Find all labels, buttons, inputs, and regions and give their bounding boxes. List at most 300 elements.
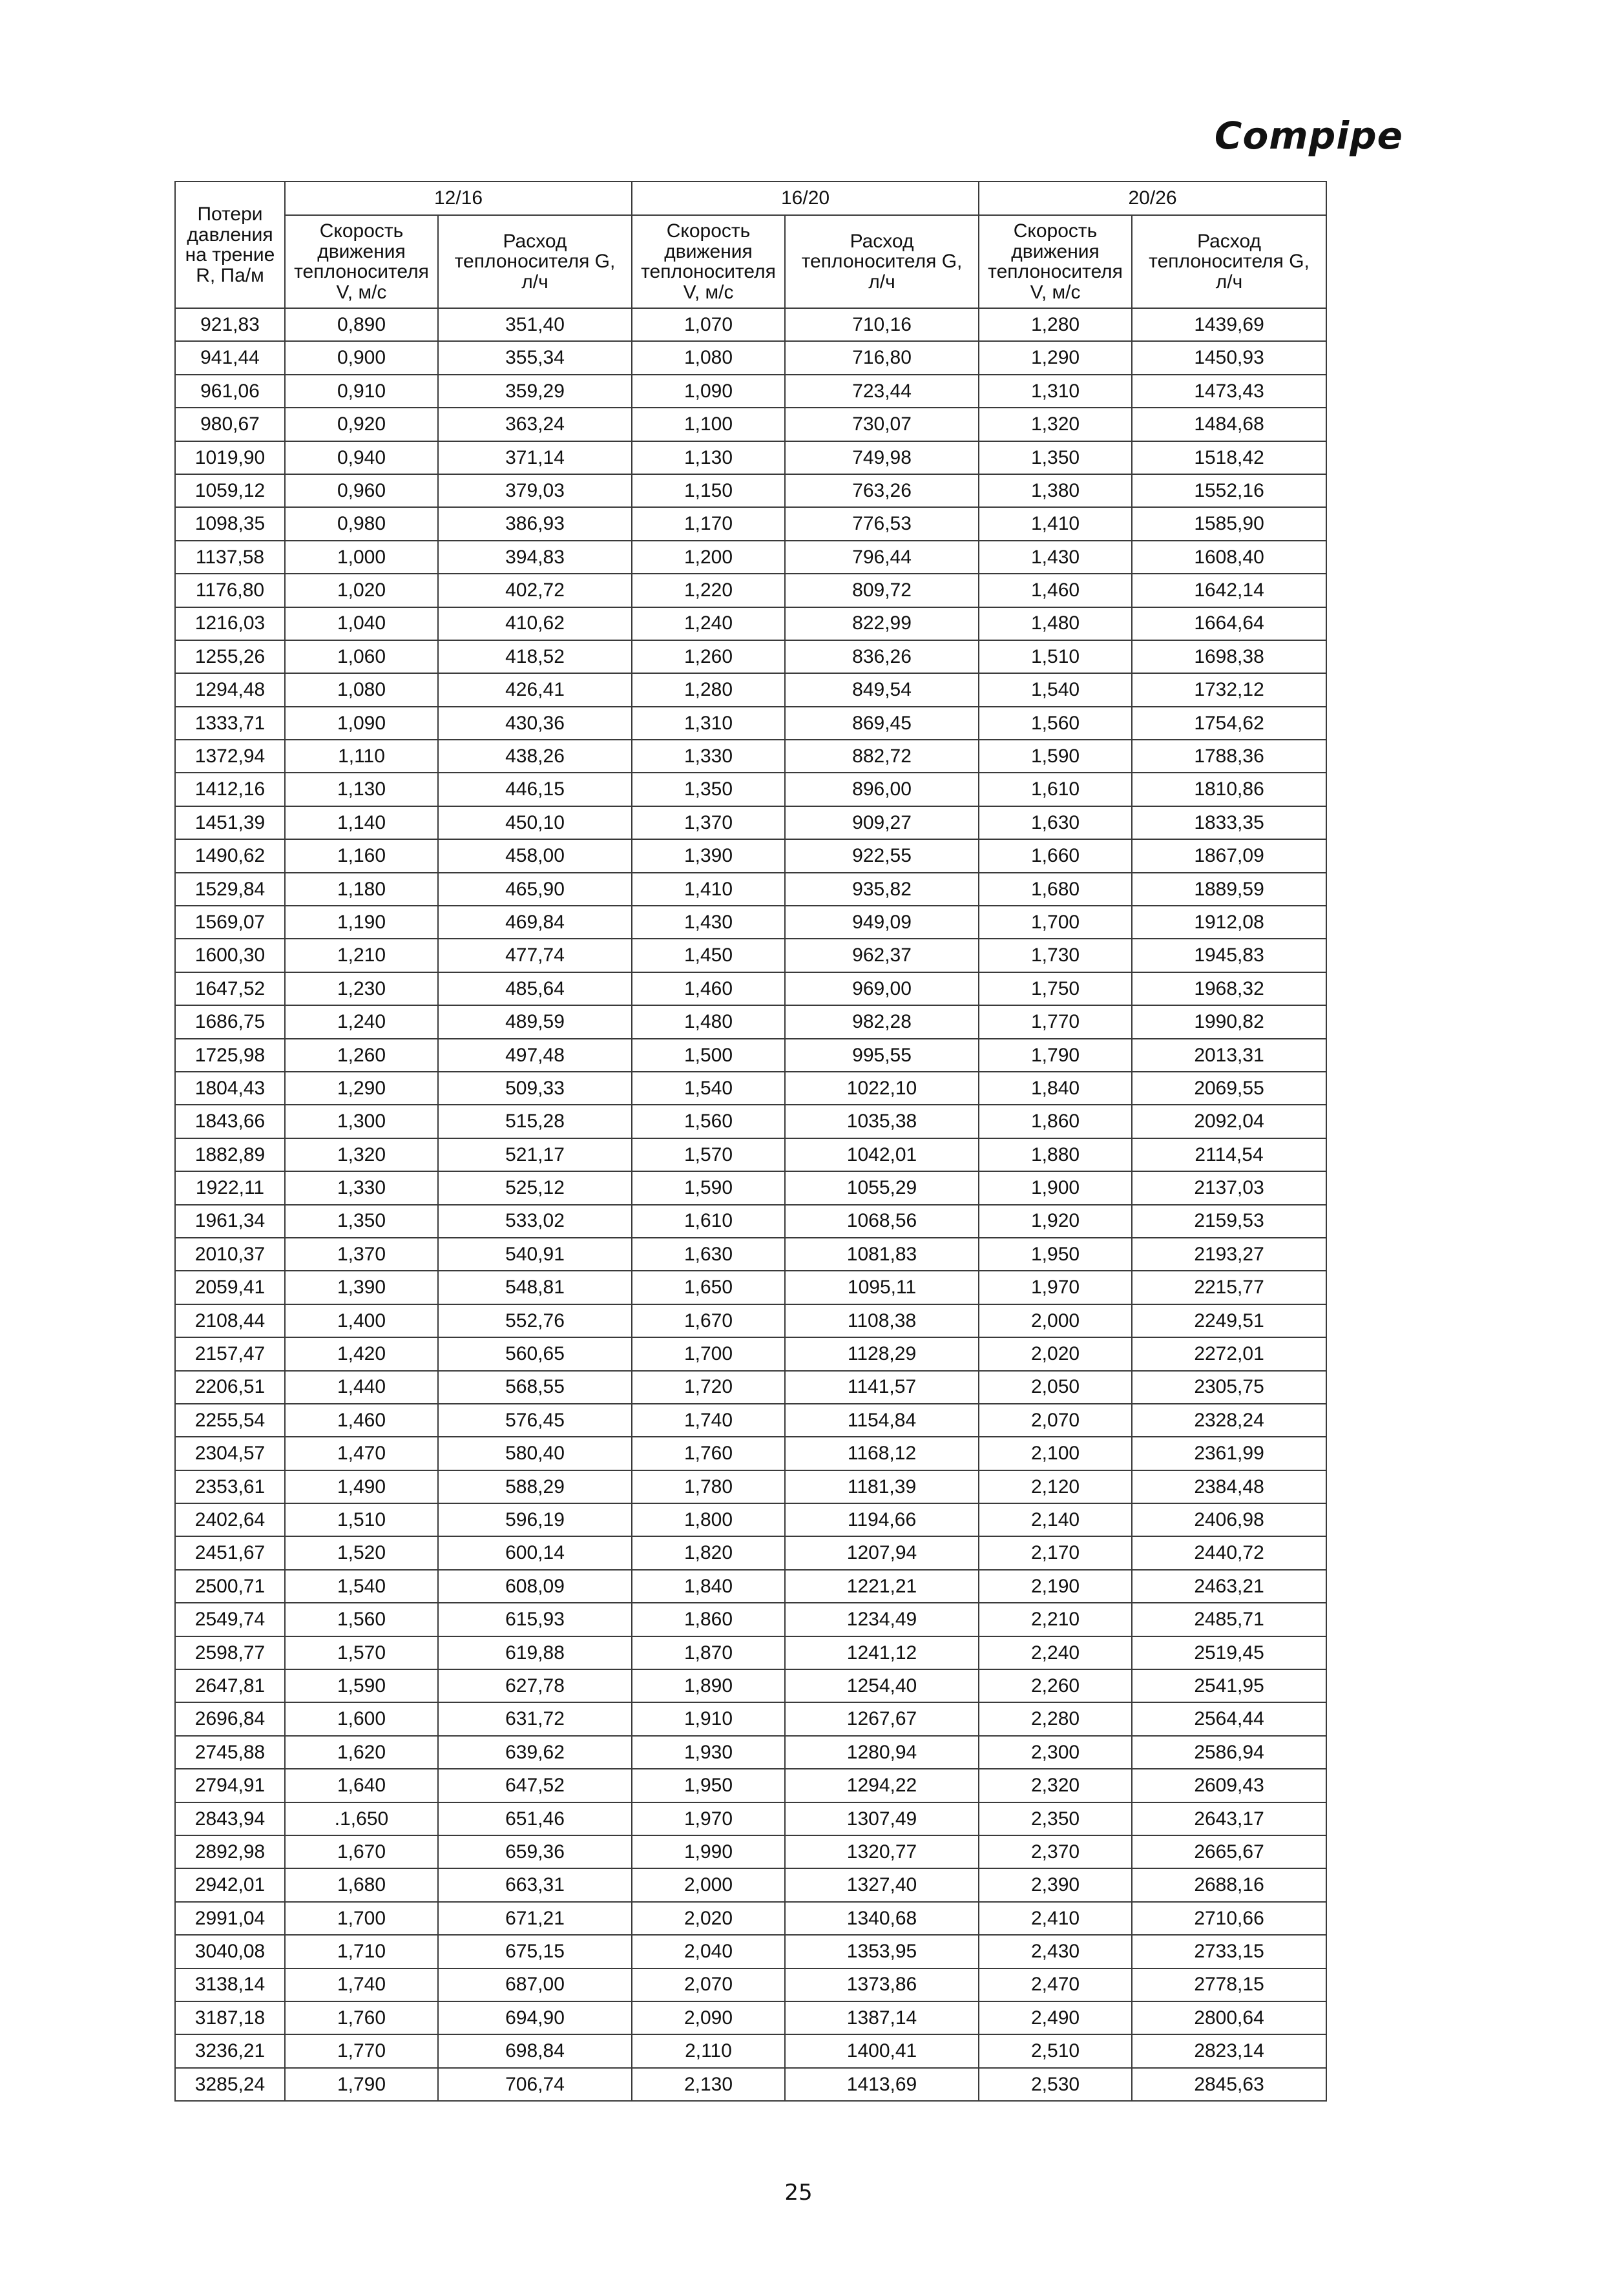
cell-flow-16-20: 763,26 <box>785 474 979 507</box>
cell-flow-16-20: 962,37 <box>785 939 979 972</box>
cell-flow-20-26: 1439,69 <box>1132 308 1326 341</box>
table-row <box>175 707 1326 740</box>
cell-velocity-20-26: 2,120 <box>979 1470 1132 1503</box>
cell-flow-16-20: 1307,49 <box>785 1802 979 1835</box>
cell-flow-12-16: 588,29 <box>438 1470 632 1503</box>
cell-flow-20-26: 1754,62 <box>1132 707 1326 740</box>
cell-flow-20-26: 2305,75 <box>1132 1371 1326 1404</box>
cell-velocity-20-26: 2,510 <box>979 2034 1132 2067</box>
cell-velocity-12-16: 1,740 <box>285 1968 438 2001</box>
cell-velocity-16-20: 2,040 <box>632 1935 785 1968</box>
cell-velocity-12-16: 1,350 <box>285 1205 438 1238</box>
cell-flow-12-16: 418,52 <box>438 640 632 673</box>
cell-flow-20-26: 1585,90 <box>1132 507 1326 540</box>
cell-flow-16-20: 1254,40 <box>785 1669 979 1702</box>
table-row <box>175 1802 1326 1835</box>
cell-velocity-12-16: 1,710 <box>285 1935 438 1968</box>
cell-flow-20-26: 2643,17 <box>1132 1802 1326 1835</box>
cell-flow-20-26: 2541,95 <box>1132 1669 1326 1702</box>
cell-velocity-12-16: 1,180 <box>285 873 438 906</box>
table-row <box>175 1868 1326 1901</box>
cell-flow-20-26: 2328,24 <box>1132 1404 1326 1437</box>
cell-flow-20-26: 2272,01 <box>1132 1337 1326 1370</box>
cell-pressure-loss: 921,83 <box>175 308 285 341</box>
cell-velocity-16-20: 1,540 <box>632 1072 785 1105</box>
cell-velocity-12-16: 1,590 <box>285 1669 438 1702</box>
cell-velocity-20-26: 2,070 <box>979 1404 1132 1437</box>
cell-flow-20-26: 2586,94 <box>1132 1736 1326 1769</box>
cell-velocity-20-26: 1,860 <box>979 1105 1132 1138</box>
cell-flow-12-16: 694,90 <box>438 2001 632 2034</box>
cell-velocity-12-16: 1,420 <box>285 1337 438 1370</box>
cell-velocity-12-16: 1,600 <box>285 1702 438 1735</box>
cell-velocity-12-16: 1,370 <box>285 1238 438 1271</box>
cell-flow-12-16: 371,14 <box>438 441 632 474</box>
cell-velocity-20-26: 2,370 <box>979 1835 1132 1868</box>
cell-flow-12-16: 608,09 <box>438 1570 632 1603</box>
cell-velocity-16-20: 1,280 <box>632 673 785 706</box>
cell-flow-12-16: 394,83 <box>438 541 632 574</box>
cell-velocity-12-16: 1,210 <box>285 939 438 972</box>
cell-flow-20-26: 2069,55 <box>1132 1072 1326 1105</box>
cell-flow-20-26: 2215,77 <box>1132 1271 1326 1304</box>
cell-flow-12-16: 552,76 <box>438 1304 632 1337</box>
cell-pressure-loss: 1098,35 <box>175 507 285 540</box>
cell-pressure-loss: 1725,98 <box>175 1039 285 1072</box>
cell-velocity-12-16: 1,160 <box>285 839 438 872</box>
cell-velocity-16-20: 1,170 <box>632 507 785 540</box>
cell-flow-16-20: 1154,84 <box>785 1404 979 1437</box>
cell-velocity-16-20: 2,110 <box>632 2034 785 2067</box>
cell-flow-16-20: 949,09 <box>785 906 979 939</box>
cell-flow-16-20: 909,27 <box>785 806 979 839</box>
cell-pressure-loss: 2892,98 <box>175 1835 285 1868</box>
cell-flow-12-16: 663,31 <box>438 1868 632 1901</box>
cell-velocity-20-26: 2,300 <box>979 1736 1132 1769</box>
cell-velocity-20-26: 1,410 <box>979 507 1132 540</box>
cell-flow-16-20: 982,28 <box>785 1005 979 1038</box>
cell-flow-16-20: 1042,01 <box>785 1138 979 1171</box>
cell-flow-20-26: 1889,59 <box>1132 873 1326 906</box>
cell-velocity-16-20: 1,870 <box>632 1636 785 1669</box>
table-row <box>175 574 1326 607</box>
cell-pressure-loss: 1804,43 <box>175 1072 285 1105</box>
cell-velocity-20-26: 1,950 <box>979 1238 1132 1271</box>
cell-flow-20-26: 1867,09 <box>1132 839 1326 872</box>
cell-velocity-16-20: 1,500 <box>632 1039 785 1072</box>
cell-pressure-loss: 2696,84 <box>175 1702 285 1735</box>
cell-flow-12-16: 568,55 <box>438 1371 632 1404</box>
cell-pressure-loss: 3236,21 <box>175 2034 285 2067</box>
cell-flow-12-16: 619,88 <box>438 1636 632 1669</box>
cell-flow-16-20: 1108,38 <box>785 1304 979 1337</box>
cell-flow-16-20: 1320,77 <box>785 1835 979 1868</box>
cell-flow-12-16: 548,81 <box>438 1271 632 1304</box>
table-row <box>175 873 1326 906</box>
table-row <box>175 2068 1326 2101</box>
cell-flow-16-20: 776,53 <box>785 507 979 540</box>
cell-flow-12-16: 521,17 <box>438 1138 632 1171</box>
cell-flow-16-20: 723,44 <box>785 375 979 408</box>
cell-velocity-20-26: 2,530 <box>979 2068 1132 2101</box>
cell-velocity-12-16: 1,190 <box>285 906 438 939</box>
cell-velocity-16-20: 1,670 <box>632 1304 785 1337</box>
header-flow: Расход теплоносителя G, л/ч <box>1132 215 1326 308</box>
cell-flow-16-20: 836,26 <box>785 640 979 673</box>
cell-velocity-16-20: 1,260 <box>632 640 785 673</box>
cell-flow-12-16: 687,00 <box>438 1968 632 2001</box>
cell-flow-16-20: 1095,11 <box>785 1271 979 1304</box>
cell-flow-12-16: 450,10 <box>438 806 632 839</box>
cell-velocity-16-20: 1,480 <box>632 1005 785 1038</box>
header-group-12-16: 12/16 <box>285 182 632 215</box>
cell-velocity-20-26: 2,470 <box>979 1968 1132 2001</box>
cell-velocity-12-16: 1,540 <box>285 1570 438 1603</box>
cell-flow-16-20: 1267,67 <box>785 1702 979 1735</box>
cell-velocity-12-16: 1,560 <box>285 1603 438 1636</box>
cell-velocity-20-26: 1,380 <box>979 474 1132 507</box>
cell-velocity-20-26: 1,660 <box>979 839 1132 872</box>
cell-flow-12-16: 458,00 <box>438 839 632 872</box>
cell-velocity-20-26: 2,190 <box>979 1570 1132 1603</box>
cell-velocity-20-26: 1,320 <box>979 408 1132 441</box>
cell-flow-12-16: 600,14 <box>438 1536 632 1569</box>
cell-velocity-12-16: 0,960 <box>285 474 438 507</box>
cell-pressure-loss: 2402,64 <box>175 1503 285 1536</box>
cell-flow-16-20: 1221,21 <box>785 1570 979 1603</box>
cell-velocity-16-20: 1,370 <box>632 806 785 839</box>
cell-flow-16-20: 1168,12 <box>785 1437 979 1470</box>
cell-velocity-20-26: 1,880 <box>979 1138 1132 1171</box>
cell-flow-12-16: 363,24 <box>438 408 632 441</box>
cell-velocity-20-26: 2,210 <box>979 1603 1132 1636</box>
cell-velocity-20-26: 2,430 <box>979 1935 1132 1968</box>
cell-velocity-12-16: 1,670 <box>285 1835 438 1868</box>
header-velocity: Скорость движения теплоносителя V, м/с <box>285 215 438 308</box>
cell-flow-20-26: 1990,82 <box>1132 1005 1326 1038</box>
cell-flow-16-20: 710,16 <box>785 308 979 341</box>
cell-flow-20-26: 2384,48 <box>1132 1470 1326 1503</box>
cell-flow-20-26: 2193,27 <box>1132 1238 1326 1271</box>
cell-velocity-20-26: 1,290 <box>979 341 1132 374</box>
cell-velocity-12-16: 1,460 <box>285 1404 438 1437</box>
cell-pressure-loss: 2598,77 <box>175 1636 285 1669</box>
cell-pressure-loss: 1333,71 <box>175 707 285 740</box>
cell-flow-12-16: 430,36 <box>438 707 632 740</box>
cell-flow-16-20: 1207,94 <box>785 1536 979 1569</box>
cell-flow-16-20: 1128,29 <box>785 1337 979 1370</box>
cell-flow-16-20: 1340,68 <box>785 1902 979 1935</box>
table-row <box>175 1935 1326 1968</box>
cell-velocity-16-20: 1,080 <box>632 341 785 374</box>
table-row <box>175 839 1326 872</box>
cell-velocity-20-26: 1,970 <box>979 1271 1132 1304</box>
cell-velocity-20-26: 1,900 <box>979 1171 1132 1204</box>
cell-pressure-loss: 2745,88 <box>175 1736 285 1769</box>
cell-flow-20-26: 2114,54 <box>1132 1138 1326 1171</box>
cell-velocity-12-16: 1,760 <box>285 2001 438 2034</box>
cell-flow-12-16: 355,34 <box>438 341 632 374</box>
cell-velocity-16-20: 2,070 <box>632 1968 785 2001</box>
cell-velocity-16-20: 1,240 <box>632 607 785 640</box>
cell-flow-20-26: 2665,67 <box>1132 1835 1326 1868</box>
cell-flow-12-16: 359,29 <box>438 375 632 408</box>
cell-flow-16-20: 1141,57 <box>785 1371 979 1404</box>
header-velocity: Скорость движения теплоносителя V, м/с <box>979 215 1132 308</box>
table-row <box>175 1636 1326 1669</box>
cell-velocity-12-16: 1,570 <box>285 1636 438 1669</box>
cell-flow-12-16: 465,90 <box>438 873 632 906</box>
cell-flow-12-16: 351,40 <box>438 308 632 341</box>
cell-pressure-loss: 1490,62 <box>175 839 285 872</box>
cell-flow-20-26: 2406,98 <box>1132 1503 1326 1536</box>
cell-flow-12-16: 631,72 <box>438 1702 632 1735</box>
cell-flow-20-26: 2249,51 <box>1132 1304 1326 1337</box>
cell-velocity-12-16: 1,510 <box>285 1503 438 1536</box>
cell-velocity-20-26: 1,430 <box>979 541 1132 574</box>
cell-velocity-20-26: 2,280 <box>979 1702 1132 1735</box>
cell-pressure-loss: 2108,44 <box>175 1304 285 1337</box>
cell-flow-12-16: 497,48 <box>438 1039 632 1072</box>
cell-velocity-12-16: 1,230 <box>285 972 438 1005</box>
pressure-loss-table <box>174 181 1327 2102</box>
cell-pressure-loss: 1372,94 <box>175 740 285 773</box>
cell-flow-12-16: 615,93 <box>438 1603 632 1636</box>
table-row <box>175 1205 1326 1238</box>
cell-velocity-16-20: 1,310 <box>632 707 785 740</box>
cell-velocity-20-26: 1,770 <box>979 1005 1132 1038</box>
cell-velocity-20-26: 1,540 <box>979 673 1132 706</box>
table-row <box>175 1072 1326 1105</box>
cell-velocity-20-26: 1,730 <box>979 939 1132 972</box>
cell-velocity-16-20: 1,330 <box>632 740 785 773</box>
header-pressure-loss: Потери давления на трение R, Па/м <box>175 182 285 308</box>
table-row <box>175 441 1326 474</box>
cell-velocity-20-26: 1,790 <box>979 1039 1132 1072</box>
cell-velocity-12-16: 1,330 <box>285 1171 438 1204</box>
cell-flow-12-16: 446,15 <box>438 773 632 806</box>
cell-flow-20-26: 1810,86 <box>1132 773 1326 806</box>
header-flow: Расход теплоносителя G, л/ч <box>785 215 979 308</box>
table-row <box>175 1769 1326 1802</box>
cell-velocity-16-20: 1,800 <box>632 1503 785 1536</box>
cell-flow-12-16: 379,03 <box>438 474 632 507</box>
cell-flow-20-26: 2845,63 <box>1132 2068 1326 2101</box>
table-row <box>175 1039 1326 1072</box>
table-row <box>175 2034 1326 2067</box>
table-row <box>175 375 1326 408</box>
cell-velocity-12-16: 1,130 <box>285 773 438 806</box>
cell-velocity-12-16: .1,650 <box>285 1802 438 1835</box>
cell-flow-20-26: 2092,04 <box>1132 1105 1326 1138</box>
cell-flow-20-26: 2440,72 <box>1132 1536 1326 1569</box>
cell-flow-16-20: 995,55 <box>785 1039 979 1072</box>
cell-pressure-loss: 980,67 <box>175 408 285 441</box>
cell-flow-16-20: 1241,12 <box>785 1636 979 1669</box>
cell-flow-16-20: 1081,83 <box>785 1238 979 1271</box>
cell-pressure-loss: 2059,41 <box>175 1271 285 1304</box>
cell-velocity-12-16: 1,000 <box>285 541 438 574</box>
cell-flow-12-16: 386,93 <box>438 507 632 540</box>
cell-velocity-16-20: 1,070 <box>632 308 785 341</box>
cell-pressure-loss: 1569,07 <box>175 906 285 939</box>
cell-velocity-20-26: 1,680 <box>979 873 1132 906</box>
cell-velocity-16-20: 1,890 <box>632 1669 785 1702</box>
cell-flow-16-20: 869,45 <box>785 707 979 740</box>
cell-flow-16-20: 1353,95 <box>785 1935 979 1968</box>
cell-velocity-20-26: 2,490 <box>979 2001 1132 2034</box>
cell-flow-12-16: 580,40 <box>438 1437 632 1470</box>
table-row <box>175 341 1326 374</box>
cell-pressure-loss: 2549,74 <box>175 1603 285 1636</box>
cell-flow-16-20: 1280,94 <box>785 1736 979 1769</box>
cell-velocity-12-16: 1,290 <box>285 1072 438 1105</box>
cell-flow-20-26: 2463,21 <box>1132 1570 1326 1603</box>
cell-flow-12-16: 706,74 <box>438 2068 632 2101</box>
table-row <box>175 408 1326 441</box>
cell-flow-12-16: 509,33 <box>438 1072 632 1105</box>
cell-pressure-loss: 3138,14 <box>175 1968 285 2001</box>
cell-pressure-loss: 2255,54 <box>175 1404 285 1437</box>
cell-velocity-12-16: 1,770 <box>285 2034 438 2067</box>
cell-flow-20-26: 1664,64 <box>1132 607 1326 640</box>
cell-pressure-loss: 3187,18 <box>175 2001 285 2034</box>
cell-pressure-loss: 1686,75 <box>175 1005 285 1038</box>
cell-velocity-12-16: 1,470 <box>285 1437 438 1470</box>
cell-velocity-12-16: 1,680 <box>285 1868 438 1901</box>
cell-flow-16-20: 1022,10 <box>785 1072 979 1105</box>
cell-flow-20-26: 2733,15 <box>1132 1935 1326 1968</box>
cell-velocity-20-26: 1,510 <box>979 640 1132 673</box>
cell-flow-16-20: 969,00 <box>785 972 979 1005</box>
cell-pressure-loss: 2451,67 <box>175 1536 285 1569</box>
cell-velocity-16-20: 2,020 <box>632 1902 785 1935</box>
cell-flow-12-16: 540,91 <box>438 1238 632 1271</box>
cell-velocity-12-16: 1,260 <box>285 1039 438 1072</box>
cell-flow-12-16: 659,36 <box>438 1835 632 1868</box>
cell-flow-12-16: 426,41 <box>438 673 632 706</box>
cell-velocity-20-26: 1,630 <box>979 806 1132 839</box>
cell-velocity-12-16: 1,390 <box>285 1271 438 1304</box>
table-row <box>175 1835 1326 1868</box>
cell-flow-12-16: 485,64 <box>438 972 632 1005</box>
cell-velocity-16-20: 2,000 <box>632 1868 785 1901</box>
table-row <box>175 740 1326 773</box>
cell-velocity-16-20: 1,700 <box>632 1337 785 1370</box>
cell-velocity-20-26: 1,590 <box>979 740 1132 773</box>
table-row <box>175 806 1326 839</box>
cell-velocity-16-20: 1,820 <box>632 1536 785 1569</box>
cell-velocity-16-20: 1,570 <box>632 1138 785 1171</box>
cell-velocity-20-26: 2,260 <box>979 1669 1132 1702</box>
cell-flow-20-26: 1552,16 <box>1132 474 1326 507</box>
cell-flow-20-26: 2823,14 <box>1132 2034 1326 2067</box>
cell-velocity-20-26: 1,700 <box>979 906 1132 939</box>
cell-velocity-16-20: 1,350 <box>632 773 785 806</box>
cell-velocity-16-20: 1,760 <box>632 1437 785 1470</box>
table-row <box>175 1371 1326 1404</box>
cell-pressure-loss: 1961,34 <box>175 1205 285 1238</box>
cell-velocity-16-20: 1,390 <box>632 839 785 872</box>
cell-flow-12-16: 560,65 <box>438 1337 632 1370</box>
cell-flow-12-16: 533,02 <box>438 1205 632 1238</box>
cell-velocity-16-20: 1,970 <box>632 1802 785 1835</box>
table-row <box>175 1005 1326 1038</box>
cell-flow-20-26: 1912,08 <box>1132 906 1326 939</box>
cell-flow-20-26: 2159,53 <box>1132 1205 1326 1238</box>
table-row <box>175 1736 1326 1769</box>
cell-flow-20-26: 1450,93 <box>1132 341 1326 374</box>
cell-flow-20-26: 2609,43 <box>1132 1769 1326 1802</box>
cell-velocity-16-20: 1,090 <box>632 375 785 408</box>
header-flow: Расход теплоносителя G, л/ч <box>438 215 632 308</box>
cell-pressure-loss: 2794,91 <box>175 1769 285 1802</box>
cell-velocity-12-16: 1,020 <box>285 574 438 607</box>
cell-flow-16-20: 935,82 <box>785 873 979 906</box>
cell-velocity-12-16: 0,920 <box>285 408 438 441</box>
cell-velocity-20-26: 2,050 <box>979 1371 1132 1404</box>
cell-velocity-12-16: 1,640 <box>285 1769 438 1802</box>
header-group-20-26: 20/26 <box>979 182 1326 215</box>
table-row <box>175 906 1326 939</box>
cell-flow-12-16: 627,78 <box>438 1669 632 1702</box>
table-row <box>175 541 1326 574</box>
cell-velocity-16-20: 1,930 <box>632 1736 785 1769</box>
cell-flow-16-20: 1181,39 <box>785 1470 979 1503</box>
cell-pressure-loss: 1059,12 <box>175 474 285 507</box>
table-row <box>175 1968 1326 2001</box>
cell-flow-16-20: 1294,22 <box>785 1769 979 1802</box>
table-row <box>175 1437 1326 1470</box>
cell-flow-20-26: 2688,16 <box>1132 1868 1326 1901</box>
cell-velocity-20-26: 2,410 <box>979 1902 1132 1935</box>
cell-velocity-20-26: 2,020 <box>979 1337 1132 1370</box>
cell-pressure-loss: 1019,90 <box>175 441 285 474</box>
cell-flow-16-20: 716,80 <box>785 341 979 374</box>
cell-velocity-12-16: 1,140 <box>285 806 438 839</box>
cell-flow-16-20: 1055,29 <box>785 1171 979 1204</box>
cell-flow-16-20: 1068,56 <box>785 1205 979 1238</box>
cell-flow-20-26: 1698,38 <box>1132 640 1326 673</box>
table-row <box>175 972 1326 1005</box>
cell-flow-12-16: 698,84 <box>438 2034 632 2067</box>
cell-velocity-16-20: 1,100 <box>632 408 785 441</box>
cell-flow-16-20: 1400,41 <box>785 2034 979 2067</box>
table-row <box>175 474 1326 507</box>
cell-flow-20-26: 1833,35 <box>1132 806 1326 839</box>
cell-pressure-loss: 1451,39 <box>175 806 285 839</box>
cell-velocity-16-20: 1,720 <box>632 1371 785 1404</box>
table-row <box>175 1902 1326 1935</box>
cell-flow-16-20: 1035,38 <box>785 1105 979 1138</box>
header-velocity: Скорость движения теплоносителя V, м/с <box>632 215 785 308</box>
cell-velocity-20-26: 2,000 <box>979 1304 1132 1337</box>
cell-pressure-loss: 2500,71 <box>175 1570 285 1603</box>
table-row <box>175 640 1326 673</box>
cell-flow-20-26: 2485,71 <box>1132 1603 1326 1636</box>
cell-pressure-loss: 1647,52 <box>175 972 285 1005</box>
cell-velocity-16-20: 1,740 <box>632 1404 785 1437</box>
cell-pressure-loss: 3040,08 <box>175 1935 285 1968</box>
cell-flow-20-26: 1642,14 <box>1132 574 1326 607</box>
cell-velocity-16-20: 1,840 <box>632 1570 785 1603</box>
cell-velocity-12-16: 0,900 <box>285 341 438 374</box>
table-row <box>175 1536 1326 1569</box>
cell-velocity-20-26: 1,920 <box>979 1205 1132 1238</box>
table-row <box>175 507 1326 540</box>
cell-pressure-loss: 1176,80 <box>175 574 285 607</box>
cell-velocity-12-16: 1,110 <box>285 740 438 773</box>
